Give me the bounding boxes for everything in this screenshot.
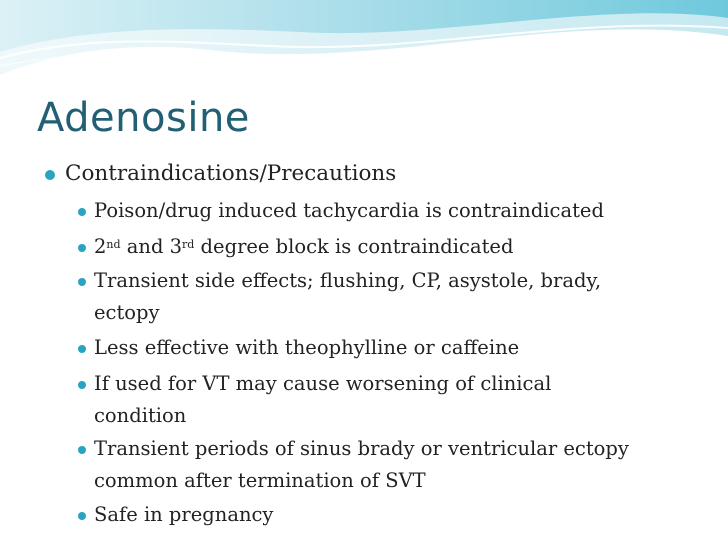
bullet-text: Transient side effects; flushing, CP, asystole, brady, ectopy (94, 269, 602, 324)
bullet-text: Transient periods of sinus brady or ventricular ectopy common after termination of SVT (94, 437, 629, 492)
bullet-level1-contraindications (45, 158, 396, 190)
bullet-text: Contraindications/Precautions (65, 161, 397, 186)
bullet-item-poison (78, 195, 678, 227)
bullet-text: If used for VT may cause worsening of clinical condition (94, 372, 552, 427)
bullet-dot-icon (78, 381, 86, 389)
superscript-nd: nd (106, 238, 121, 251)
bullet-text: Less effective with theophylline or caffeine (94, 336, 520, 359)
bullet-item-vt (78, 368, 678, 432)
bullet-dot-icon (78, 345, 86, 353)
bullet-item-pregnancy (78, 499, 678, 531)
bullet-text: 2nd and 3rd degree block is contraindicated (94, 235, 514, 258)
slide-title: Adenosine (37, 95, 250, 141)
bullet-text: Poison/drug induced tachycardia is contraindicated (94, 199, 604, 222)
superscript-rd: rd (182, 238, 195, 251)
bullet-dot-icon (78, 512, 86, 520)
bullet-item-theophylline (78, 332, 678, 364)
bullet-item-side-effects (78, 265, 678, 329)
header-wave-decoration (0, 0, 728, 90)
bullet-dot-icon (78, 244, 86, 252)
bullet-dot-icon (78, 208, 86, 216)
bullet-item-degree-block (78, 231, 678, 263)
bullet-item-transient-periods (78, 433, 678, 497)
bullet-dot-icon (78, 446, 86, 454)
bullet-dot-icon (45, 170, 55, 180)
bullet-text: Safe in pregnancy (94, 503, 274, 526)
bullet-dot-icon (78, 278, 86, 286)
